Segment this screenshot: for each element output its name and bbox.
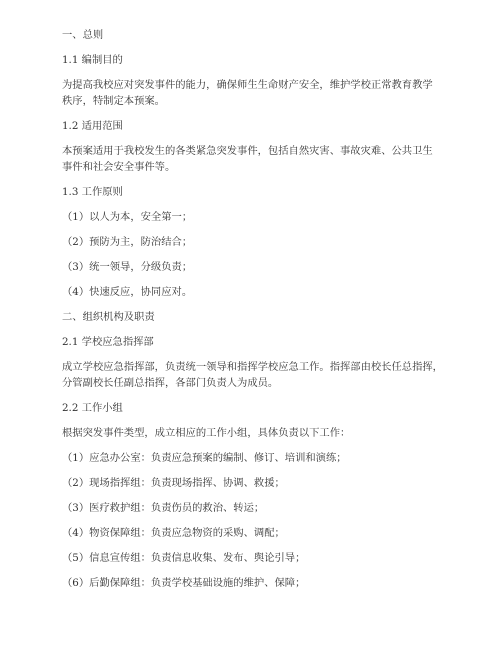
subsection-heading: 2.2 工作小组 xyxy=(62,402,123,414)
subsection-heading: 1.3 工作原则 xyxy=(62,186,123,198)
list-item: （1）以人为本，安全第一； xyxy=(62,211,193,223)
list-item: （4）快速反应，协同应对。 xyxy=(62,286,193,298)
paragraph-line: 本预案适用于我校发生的各类紧急突发事件，包括自然灾害、事故灾难、公共卫生 xyxy=(62,145,433,157)
paragraph-line: 秩序，特制定本预案。 xyxy=(62,95,165,107)
list-item: （3）统一领导，分级负责； xyxy=(62,261,193,273)
paragraph-line: 事件和社会安全事件等。 xyxy=(62,161,176,173)
section-heading: 一、总则 xyxy=(62,29,104,41)
list-item: （2）预防为主，防治结合； xyxy=(62,236,193,248)
list-item: （4）物资保障组：负责应急物资的采购、调配； xyxy=(62,527,285,539)
list-item: （6）后勤保障组：负责学校基础设施的维护、保障； xyxy=(62,577,306,589)
list-item: （2）现场指挥组：负责现场指挥、协调、救援； xyxy=(62,477,285,489)
list-item: （5）信息宣传组：负责信息收集、发布、舆论引导； xyxy=(62,552,306,564)
subsection-heading: 1.1 编制目的 xyxy=(62,54,123,66)
paragraph-line: 成立学校应急指挥部，负责统一领导和指挥学校应急工作。指挥部由校长任总指挥， xyxy=(62,361,443,373)
section-heading: 二、组织机构及职责 xyxy=(62,311,155,323)
subsection-heading: 2.1 学校应急指挥部 xyxy=(62,336,154,348)
paragraph-line: 分管副校长任副总指挥，各部门负责人为成员。 xyxy=(62,377,279,389)
paragraph-line: 为提高我校应对突发事件的能力，确保师生生命财产安全，维护学校正常教育教学 xyxy=(62,79,433,91)
subsection-heading: 1.2 适用范围 xyxy=(62,120,123,132)
paragraph-line: 根据突发事件类型，成立相应的工作小组，具体负责以下工作： xyxy=(62,427,351,439)
list-item: （3）医疗救护组：负责伤员的救治、转运； xyxy=(62,502,265,514)
list-item: （1）应急办公室：负责应急预案的编制、修订、培训和演练； xyxy=(62,452,347,464)
